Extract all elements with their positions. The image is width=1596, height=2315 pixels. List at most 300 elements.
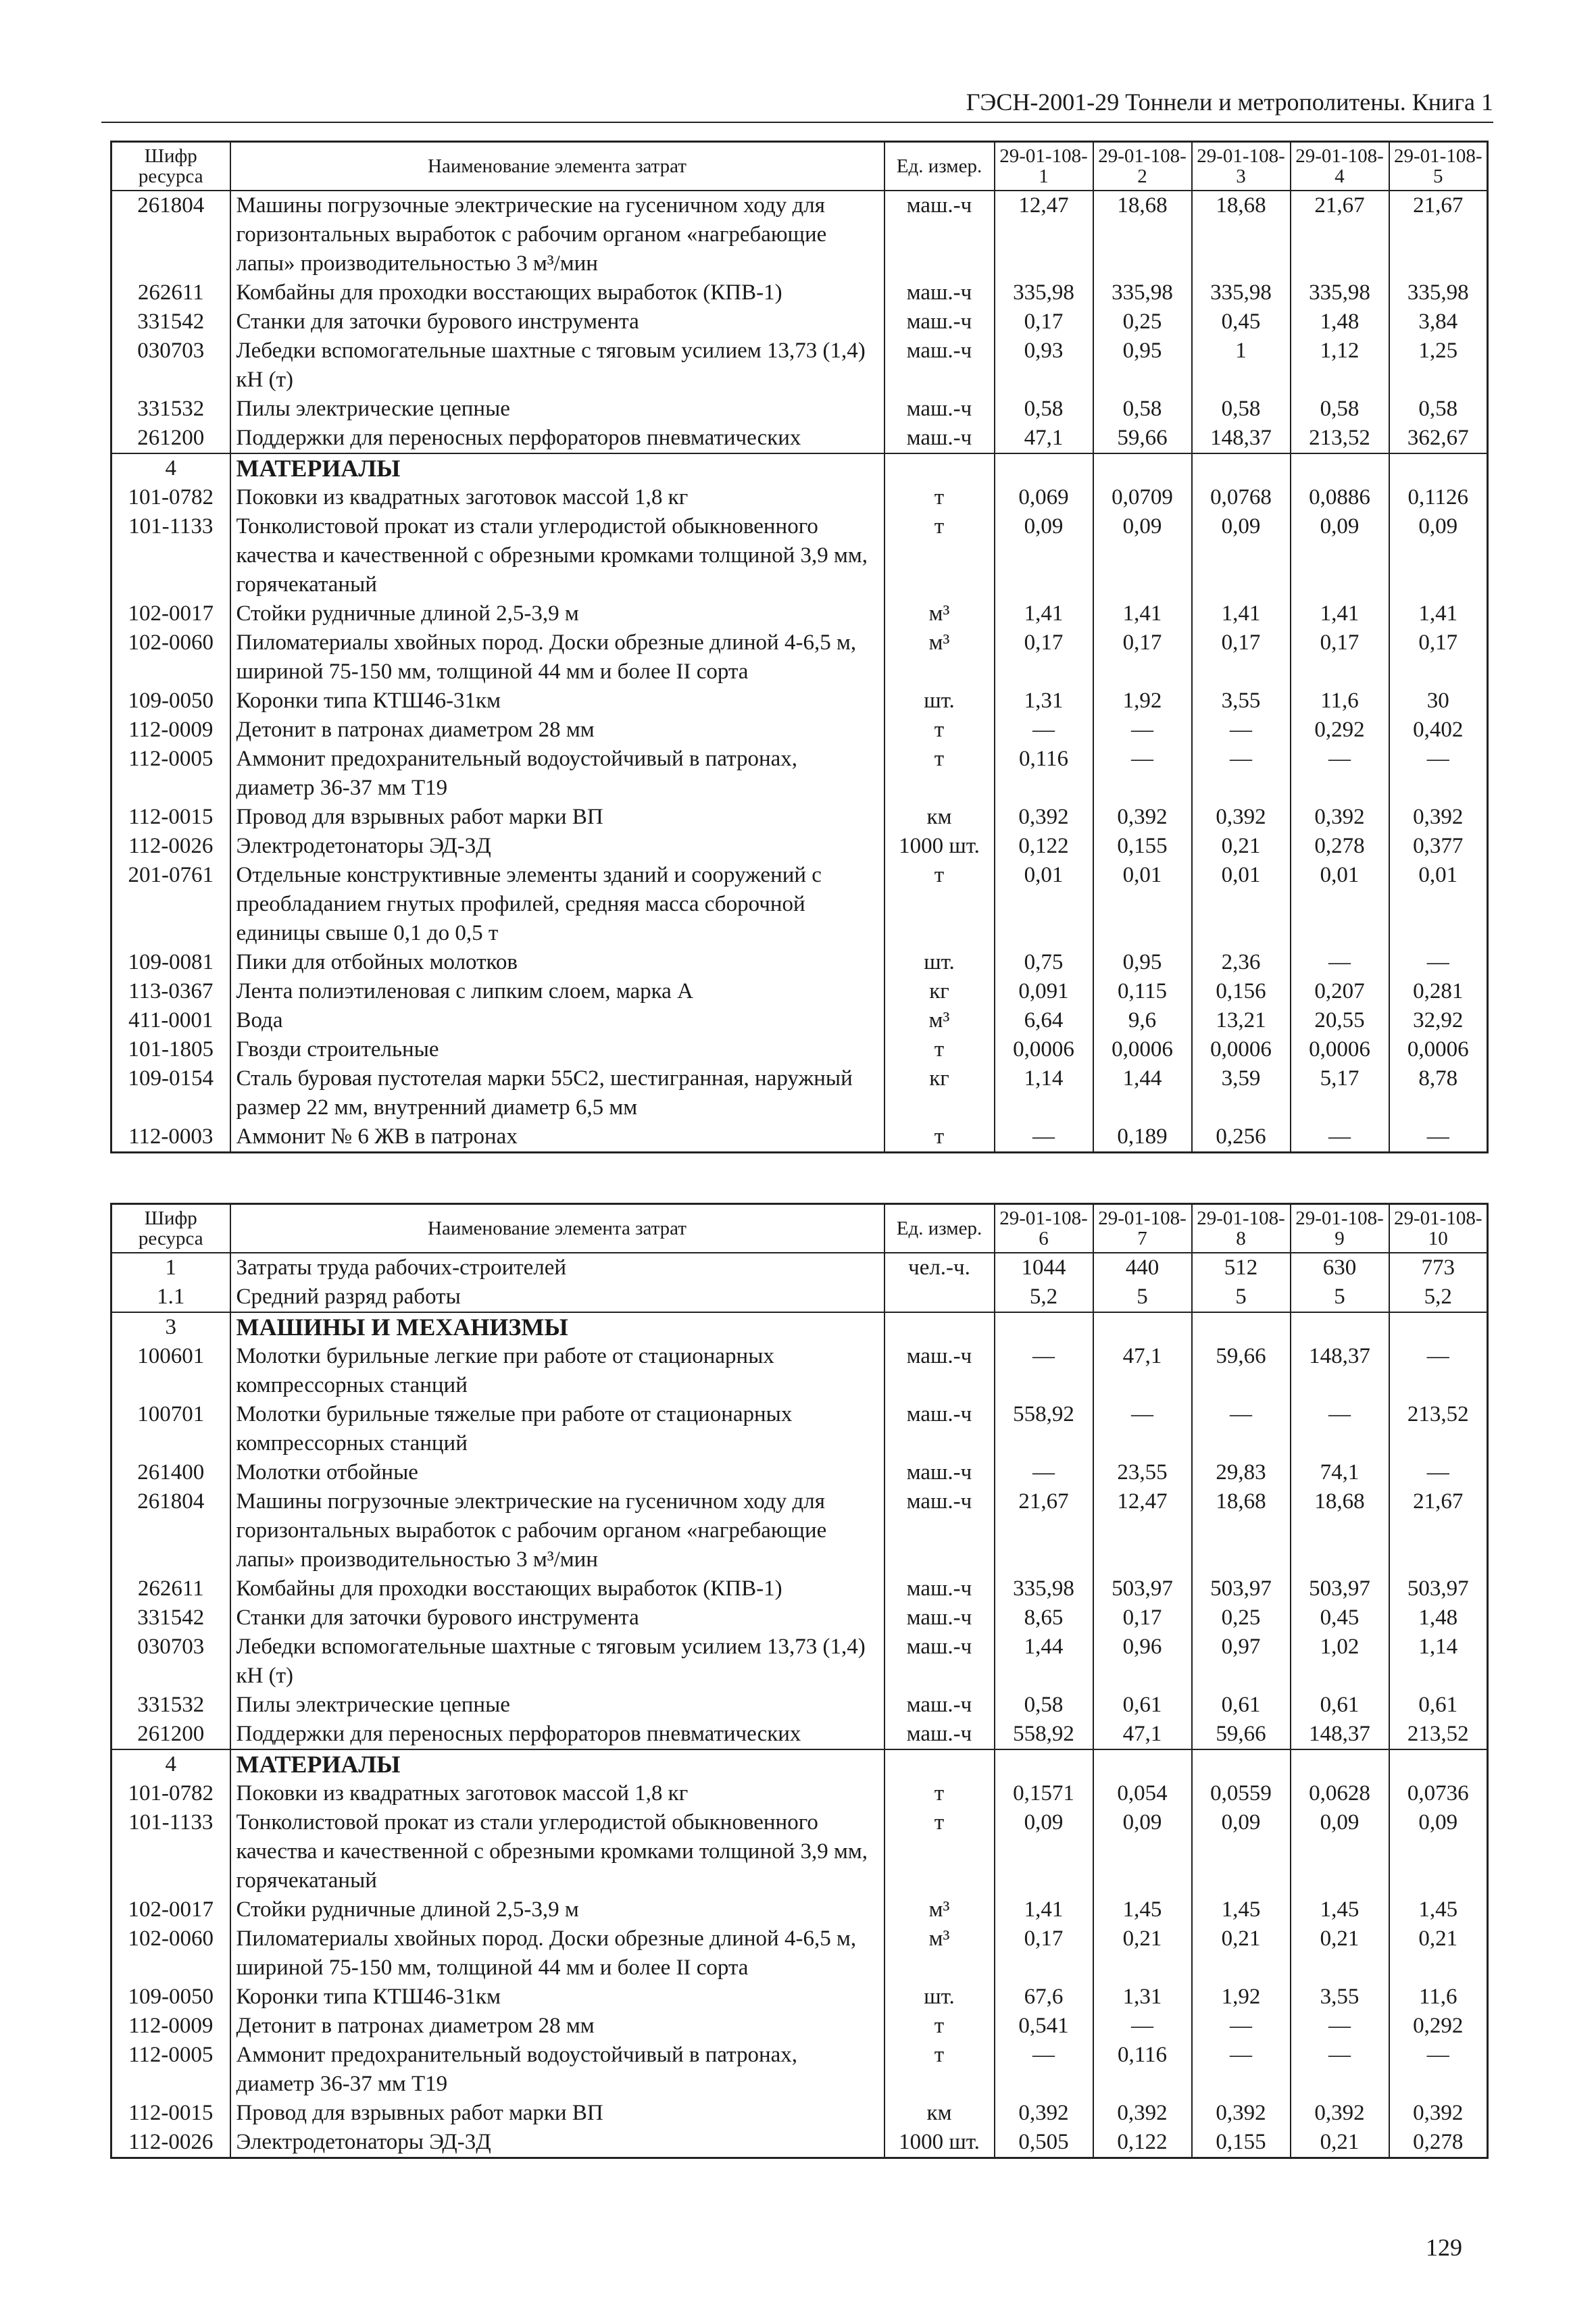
resource-value: 1,14: [995, 1064, 1093, 1122]
resource-value: 1,45: [1291, 1895, 1389, 1924]
resource-value: 0,292: [1291, 716, 1389, 745]
resource-name: Поддержки для переносных перфораторов пневматических: [230, 424, 884, 453]
resource-code: 102-0017: [111, 599, 230, 628]
header-col: 29-01-108-4: [1291, 142, 1389, 191]
header-code: Шифр ресурса: [111, 142, 230, 191]
resource-value: 0,155: [1093, 832, 1192, 861]
resource-value: 0,392: [1192, 2099, 1291, 2128]
table-row: [111, 2099, 1488, 2128]
header-col: 29-01-108-2: [1093, 142, 1192, 191]
header-col: 29-01-108-1: [995, 142, 1093, 191]
resource-unit: м³: [884, 1895, 995, 1924]
resource-value: 1,92: [1192, 1983, 1291, 2012]
resource-unit: шт.: [884, 1983, 995, 2012]
resource-value: 148,37: [1192, 424, 1291, 453]
resource-value: 1,41: [995, 599, 1093, 628]
resource-unit: маш.-ч: [884, 1720, 995, 1749]
resource-code: 112-0015: [111, 2099, 230, 2128]
table-row: [111, 1808, 1488, 1895]
resource-value: [995, 1749, 1093, 1779]
resource-value: 0,58: [995, 1691, 1093, 1720]
resource-value: 0,054: [1093, 1779, 1192, 1808]
resource-value: 0,61: [1389, 1691, 1488, 1720]
resource-name: Поковки из квадратных заготовок массой 1,8 кг: [230, 1779, 884, 1808]
resource-value: 1,41: [1291, 599, 1389, 628]
table-row: [111, 1895, 1488, 1924]
resource-value: 0,0006: [1291, 1035, 1389, 1064]
resource-value: 148,37: [1291, 1342, 1389, 1400]
resource-value: 1,41: [1093, 599, 1192, 628]
resource-code: 112-0009: [111, 2012, 230, 2041]
resource-value: —: [1389, 2041, 1488, 2099]
resource-code: 109-0154: [111, 1064, 230, 1122]
resource-value: 0,09: [1291, 512, 1389, 599]
resource-unit: т: [884, 1035, 995, 1064]
resource-value: 47,1: [995, 424, 1093, 453]
resource-name: Молотки отбойные: [230, 1458, 884, 1487]
resource-value: 0,0006: [1093, 1035, 1192, 1064]
resource-code: 101-1805: [111, 1035, 230, 1064]
resource-value: 0,392: [1389, 2099, 1488, 2128]
resource-value: 335,98: [1389, 278, 1488, 307]
resource-value: 0,09: [1093, 512, 1192, 599]
header-title: ГЭСН-2001-29 Тоннели и метрополитены. Книга 1: [966, 89, 1493, 116]
resource-value: 0,09: [1389, 512, 1488, 599]
resource-value: 0,0768: [1192, 483, 1291, 512]
resource-code: 030703: [111, 337, 230, 395]
resource-value: 18,68: [1291, 1487, 1389, 1574]
resource-value: 0,115: [1093, 977, 1192, 1006]
table-row: [111, 1574, 1488, 1603]
header-col: 29-01-108-8: [1192, 1204, 1291, 1253]
resource-value: 0,21: [1192, 1924, 1291, 1983]
resource-value: 0,01: [1093, 861, 1192, 948]
header-col: 29-01-108-10: [1389, 1204, 1488, 1253]
resource-value: —: [1093, 745, 1192, 803]
resource-value: 0,392: [995, 2099, 1093, 2128]
resource-unit: [884, 1312, 995, 1342]
resource-value: 59,66: [1093, 424, 1192, 453]
resource-code: 112-0015: [111, 803, 230, 832]
resource-value: 0,392: [1389, 803, 1488, 832]
table-row: [111, 1779, 1488, 1808]
resource-unit: т: [884, 483, 995, 512]
resource-value: 0,278: [1389, 2128, 1488, 2158]
resource-name: Лебедки вспомогательные шахтные с тяговым усилием 13,73 (1,4) кН (т): [230, 337, 884, 395]
resource-value: 1,31: [1093, 1983, 1192, 2012]
resource-value: 13,21: [1192, 1006, 1291, 1035]
resource-value: 0,09: [1192, 1808, 1291, 1895]
resource-code: 3: [111, 1312, 230, 1342]
resource-value: 21,67: [1389, 191, 1488, 278]
resource-value: 0,0709: [1093, 483, 1192, 512]
resource-value: [1192, 1312, 1291, 1342]
resource-value: 5: [1192, 1283, 1291, 1312]
resource-unit: т: [884, 512, 995, 599]
resource-value: 0,01: [1389, 861, 1488, 948]
table-row: [111, 687, 1488, 716]
resource-value: [1291, 1312, 1389, 1342]
resource-name: Сталь буровая пустотелая марки 55С2, шестигранная, наружный размер 22 мм, внутренний диаметр 6,5 мм: [230, 1064, 884, 1122]
resource-name: Аммонит № 6 ЖВ в патронах: [230, 1122, 884, 1153]
resource-value: 5,17: [1291, 1064, 1389, 1122]
table-row: [111, 977, 1488, 1006]
resource-unit: маш.-ч: [884, 1603, 995, 1633]
table-row: [111, 1035, 1488, 1064]
resource-value: 0,17: [1192, 628, 1291, 687]
resource-code: 261400: [111, 1458, 230, 1487]
resource-code: 109-0050: [111, 687, 230, 716]
resource-value: 0,58: [1389, 395, 1488, 424]
resource-value: 3,55: [1291, 1983, 1389, 2012]
resource-name: Пиломатериалы хвойных пород. Доски обрезные длиной 4-6,5 м, шириной 75-150 мм, толщиной 44 мм и более II сорта: [230, 628, 884, 687]
table-row: [111, 1924, 1488, 1983]
resource-value: [1093, 453, 1192, 483]
resource-unit: т: [884, 1122, 995, 1153]
resource-value: 1,14: [1389, 1633, 1488, 1691]
table-header-row: [111, 1204, 1488, 1253]
table-row: [111, 1603, 1488, 1633]
resource-value: 0,292: [1389, 2012, 1488, 2041]
resource-value: 1,92: [1093, 687, 1192, 716]
resource-value: 0,75: [995, 948, 1093, 977]
resource-value: 0,0886: [1291, 483, 1389, 512]
header-unit: Ед. измер.: [884, 142, 995, 191]
resource-code: 331542: [111, 307, 230, 337]
resource-name: МАТЕРИАЛЫ: [230, 453, 884, 483]
resource-value: 1,45: [1389, 1895, 1488, 1924]
resource-code: 101-0782: [111, 1779, 230, 1808]
resource-value: [1291, 1749, 1389, 1779]
resource-value: 0,09: [995, 512, 1093, 599]
resource-value: —: [1093, 716, 1192, 745]
resource-value: 1,45: [1192, 1895, 1291, 1924]
header-col: 29-01-108-3: [1192, 142, 1291, 191]
resource-value: 0,21: [1291, 2128, 1389, 2158]
resource-value: 0,392: [1093, 803, 1192, 832]
resource-value: 30: [1389, 687, 1488, 716]
resource-code: 112-0005: [111, 745, 230, 803]
resource-value: 8,65: [995, 1603, 1093, 1633]
resource-name: Стойки рудничные длиной 2,5-3,9 м: [230, 1895, 884, 1924]
resource-value: 148,37: [1291, 1720, 1389, 1749]
resource-value: 1: [1192, 337, 1291, 395]
resource-code: 113-0367: [111, 977, 230, 1006]
resource-name: Молотки бурильные тяжелые при работе от стационарных компрессорных станций: [230, 1400, 884, 1458]
resource-value: 5,2: [1389, 1283, 1488, 1312]
resource-value: 0,09: [995, 1808, 1093, 1895]
resource-value: 6,64: [995, 1006, 1093, 1035]
resource-value: —: [1192, 2041, 1291, 2099]
resource-value: 0,25: [1093, 307, 1192, 337]
resource-value: —: [1389, 948, 1488, 977]
section-row: [111, 1749, 1488, 1779]
resource-name: МАТЕРИАЛЫ: [230, 1749, 884, 1779]
resource-unit: т: [884, 745, 995, 803]
resource-value: 0,0006: [1192, 1035, 1291, 1064]
table-row: [111, 2041, 1488, 2099]
resource-unit: маш.-ч: [884, 424, 995, 453]
header-col: 29-01-108-9: [1291, 1204, 1389, 1253]
header-col: 29-01-108-5: [1389, 142, 1488, 191]
resource-code: 1.1: [111, 1283, 230, 1312]
resource-value: 0,1571: [995, 1779, 1093, 1808]
resource-name: Станки для заточки бурового инструмента: [230, 307, 884, 337]
resource-value: 0,17: [1093, 1603, 1192, 1633]
table-header-row: [111, 142, 1488, 191]
resource-value: —: [995, 1342, 1093, 1400]
table-row: [111, 278, 1488, 307]
resource-name: Стойки рудничные длиной 2,5-3,9 м: [230, 599, 884, 628]
resource-code: 331532: [111, 395, 230, 424]
resource-code: 100601: [111, 1342, 230, 1400]
resource-value: 12,47: [1093, 1487, 1192, 1574]
resource-value: 0,97: [1192, 1633, 1291, 1691]
resource-unit: м³: [884, 599, 995, 628]
resource-value: 1,41: [1389, 599, 1488, 628]
resource-value: 1,41: [1192, 599, 1291, 628]
resource-value: 213,52: [1291, 424, 1389, 453]
resource-code: 261804: [111, 191, 230, 278]
resource-unit: м³: [884, 1006, 995, 1035]
resource-value: 0,17: [995, 628, 1093, 687]
resource-name: Затраты труда рабочих-строителей: [230, 1253, 884, 1283]
resource-name: Комбайны для проходки восстающих выработок (КПВ-1): [230, 278, 884, 307]
resource-value: [1093, 1749, 1192, 1779]
resource-value: 0,256: [1192, 1122, 1291, 1153]
resource-value: 2,36: [1192, 948, 1291, 977]
resource-value: 11,6: [1291, 687, 1389, 716]
resource-value: [995, 453, 1093, 483]
resource-value: 47,1: [1093, 1720, 1192, 1749]
resource-code: 261804: [111, 1487, 230, 1574]
resource-unit: 1000 шт.: [884, 2128, 995, 2158]
table-row: [111, 628, 1488, 687]
resource-value: 12,47: [995, 191, 1093, 278]
resource-code: 101-1133: [111, 512, 230, 599]
table-row: [111, 512, 1488, 599]
resource-value: 32,92: [1389, 1006, 1488, 1035]
header-name: Наименование элемента затрат: [230, 142, 884, 191]
resource-unit: маш.-ч: [884, 1487, 995, 1574]
table-row: [111, 483, 1488, 512]
resource-unit: маш.-ч: [884, 191, 995, 278]
resource-unit: км: [884, 2099, 995, 2128]
resource-value: [1389, 1749, 1488, 1779]
resource-code: 1: [111, 1253, 230, 1283]
resource-value: 1,44: [1093, 1064, 1192, 1122]
resource-code: 102-0060: [111, 1924, 230, 1983]
resource-unit: [884, 1749, 995, 1779]
resource-value: 18,68: [1192, 1487, 1291, 1574]
resource-value: 0,61: [1291, 1691, 1389, 1720]
resource-code: 102-0060: [111, 628, 230, 687]
resource-name: Лента полиэтиленовая с липким слоем, марка А: [230, 977, 884, 1006]
resource-value: [1291, 453, 1389, 483]
table-row: [111, 716, 1488, 745]
resource-value: 0,1126: [1389, 483, 1488, 512]
resource-name: Молотки бурильные легкие при работе от стационарных компрессорных станций: [230, 1342, 884, 1400]
resource-value: 0,402: [1389, 716, 1488, 745]
resource-value: 0,01: [1192, 861, 1291, 948]
resource-value: 0,58: [1291, 395, 1389, 424]
resource-value: 1,12: [1291, 337, 1389, 395]
resource-name: Гвозди строительные: [230, 1035, 884, 1064]
resource-value: 0,58: [1192, 395, 1291, 424]
resource-value: 0,09: [1389, 1808, 1488, 1895]
resource-value: —: [1093, 2012, 1192, 2041]
resource-unit: т: [884, 1779, 995, 1808]
resource-name: Аммонит предохранительный водоустойчивый в патронах, диаметр 36-37 мм Т19: [230, 2041, 884, 2099]
table-row: [111, 745, 1488, 803]
resource-value: 503,97: [1192, 1574, 1291, 1603]
resource-value: 0,01: [1291, 861, 1389, 948]
resource-value: 0,156: [1192, 977, 1291, 1006]
resource-name: Провод для взрывных работ марки ВП: [230, 2099, 884, 2128]
resource-value: 440: [1093, 1253, 1192, 1283]
resource-value: 0,0006: [1389, 1035, 1488, 1064]
resource-value: —: [1389, 745, 1488, 803]
resource-value: —: [1093, 1400, 1192, 1458]
table-row: [111, 1400, 1488, 1458]
table-row: [111, 803, 1488, 832]
resource-value: 0,392: [1093, 2099, 1192, 2128]
resource-value: —: [1291, 745, 1389, 803]
resource-name: Средний разряд работы: [230, 1283, 884, 1312]
table-row: [111, 424, 1488, 453]
resource-name: Пиломатериалы хвойных пород. Доски обрезные длиной 4-6,5 м, шириной 75-150 мм, толщиной 44 мм и более II сорта: [230, 1924, 884, 1983]
table-row: [111, 2128, 1488, 2158]
table-row: [111, 1283, 1488, 1312]
resource-name: Машины погрузочные электрические на гусеничном ходу для горизонтальных выработок с рабочим органом «нагребающие лапы» производительностью 3 м³/мин: [230, 1487, 884, 1574]
resource-code: 100701: [111, 1400, 230, 1458]
resource-value: 0,21: [1093, 1924, 1192, 1983]
resource-value: 0,392: [1192, 803, 1291, 832]
resource-unit: маш.-ч: [884, 337, 995, 395]
resource-value: 0,09: [1291, 1808, 1389, 1895]
resource-value: 0,95: [1093, 337, 1192, 395]
resource-value: 0,58: [1093, 395, 1192, 424]
resource-value: 18,68: [1192, 191, 1291, 278]
resource-value: [1192, 1749, 1291, 1779]
resource-value: 0,278: [1291, 832, 1389, 861]
resource-value: —: [1291, 2012, 1389, 2041]
resource-unit: кг: [884, 977, 995, 1006]
table-row: [111, 599, 1488, 628]
resource-code: 4: [111, 1749, 230, 1779]
resource-value: 0,17: [1291, 628, 1389, 687]
resource-value: 8,78: [1389, 1064, 1488, 1122]
header-col: 29-01-108-6: [995, 1204, 1093, 1253]
resource-value: —: [995, 1458, 1093, 1487]
table-row: [111, 832, 1488, 861]
resource-value: 0,17: [1093, 628, 1192, 687]
resource-value: 0,116: [1093, 2041, 1192, 2099]
resource-value: 512: [1192, 1253, 1291, 1283]
resource-code: 112-0009: [111, 716, 230, 745]
resource-code: 262611: [111, 278, 230, 307]
resource-unit: маш.-ч: [884, 1633, 995, 1691]
resource-value: 0,96: [1093, 1633, 1192, 1691]
resource-code: 331542: [111, 1603, 230, 1633]
resource-code: 101-0782: [111, 483, 230, 512]
resource-value: 0,541: [995, 2012, 1093, 2041]
header-col: 29-01-108-7: [1093, 1204, 1192, 1253]
resource-name: Электродетонаторы ЭД-3Д: [230, 832, 884, 861]
table-row: [111, 1122, 1488, 1153]
resource-name: Коронки типа КТШ46-31км: [230, 1983, 884, 2012]
table-row: [111, 395, 1488, 424]
resource-value: 335,98: [995, 278, 1093, 307]
resource-unit: [884, 1283, 995, 1312]
resource-value: 5: [1291, 1283, 1389, 1312]
resource-name: Тонколистовой прокат из стали углеродистой обыкновенного качества и качественной с обрезными кромками толщиной 3,9 мм, горячекатаный: [230, 512, 884, 599]
resource-name: Провод для взрывных работ марки ВП: [230, 803, 884, 832]
resource-value: 9,6: [1093, 1006, 1192, 1035]
table-row: [111, 1253, 1488, 1283]
resource-value: 21,67: [995, 1487, 1093, 1574]
resource-value: 0,116: [995, 745, 1093, 803]
resource-unit: т: [884, 1808, 995, 1895]
resource-name: Комбайны для проходки восстающих выработок (КПВ-1): [230, 1574, 884, 1603]
resource-value: 0,93: [995, 337, 1093, 395]
resource-unit: маш.-ч: [884, 1691, 995, 1720]
resource-value: 59,66: [1192, 1720, 1291, 1749]
resource-name: Вода: [230, 1006, 884, 1035]
resource-value: 0,377: [1389, 832, 1488, 861]
resource-value: 18,68: [1093, 191, 1192, 278]
resource-name: Коронки типа КТШ46-31км: [230, 687, 884, 716]
resource-value: 0,0628: [1291, 1779, 1389, 1808]
resource-value: 0,45: [1192, 307, 1291, 337]
table-row: [111, 1006, 1488, 1035]
resource-value: 0,207: [1291, 977, 1389, 1006]
table-row: [111, 337, 1488, 395]
resource-value: 0,122: [995, 832, 1093, 861]
resource-value: 0,189: [1093, 1122, 1192, 1153]
resource-value: 1,45: [1093, 1895, 1192, 1924]
resource-unit: км: [884, 803, 995, 832]
resource-value: [1389, 1312, 1488, 1342]
resource-value: 0,95: [1093, 948, 1192, 977]
resource-value: 335,98: [1291, 278, 1389, 307]
resource-value: 0,392: [1291, 2099, 1389, 2128]
resource-value: —: [1192, 1400, 1291, 1458]
resource-value: 213,52: [1389, 1720, 1488, 1749]
table-row: [111, 2012, 1488, 2041]
resource-value: 0,21: [1192, 832, 1291, 861]
table-row: [111, 948, 1488, 977]
resource-code: 030703: [111, 1633, 230, 1691]
resource-unit: маш.-ч: [884, 307, 995, 337]
resource-value: —: [1192, 716, 1291, 745]
resource-code: 331532: [111, 1691, 230, 1720]
resource-name: Станки для заточки бурового инструмента: [230, 1603, 884, 1633]
table-row: [111, 1983, 1488, 2012]
resource-value: 335,98: [1192, 278, 1291, 307]
resource-code: 411-0001: [111, 1006, 230, 1035]
resource-code: 261200: [111, 1720, 230, 1749]
resource-value: 11,6: [1389, 1983, 1488, 2012]
resource-value: 0,17: [995, 1924, 1093, 1983]
resource-value: 0,0736: [1389, 1779, 1488, 1808]
resource-value: 213,52: [1389, 1400, 1488, 1458]
resource-value: 0,122: [1093, 2128, 1192, 2158]
resource-name: Электродетонаторы ЭД-3Д: [230, 2128, 884, 2158]
resource-value: 362,67: [1389, 424, 1488, 453]
resource-value: 0,45: [1291, 1603, 1389, 1633]
resource-name: Поддержки для переносных перфораторов пневматических: [230, 1720, 884, 1749]
